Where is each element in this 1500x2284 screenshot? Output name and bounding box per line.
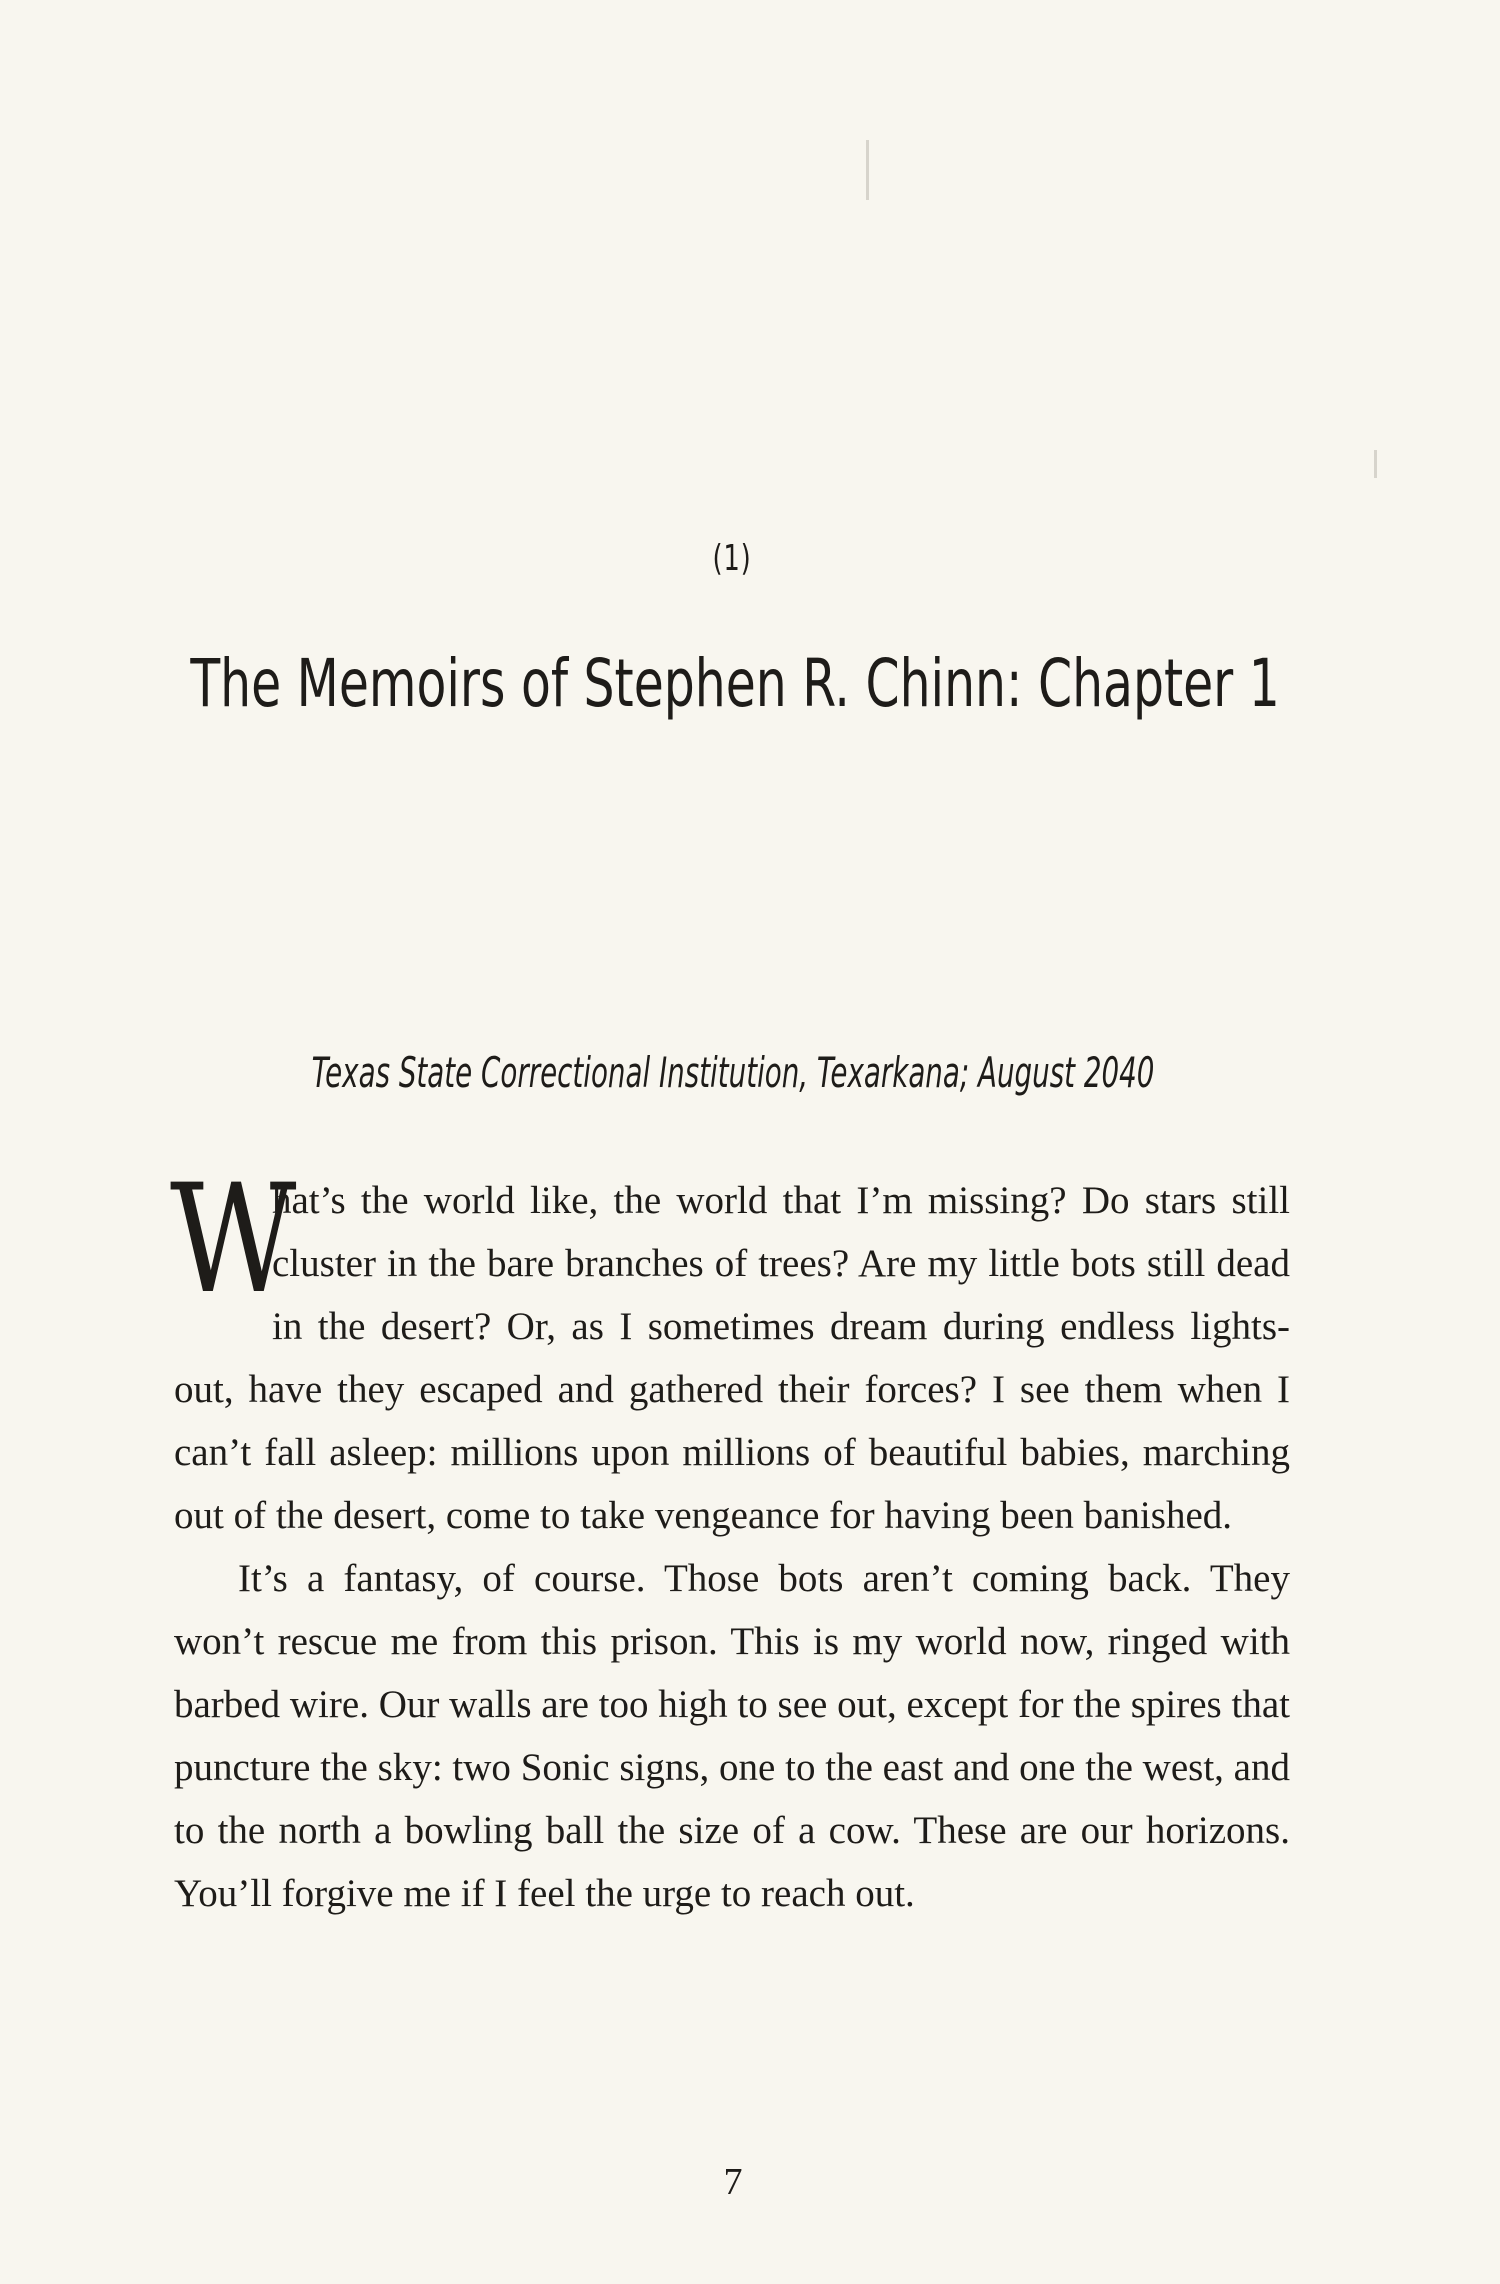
chapter-number: (1) bbox=[712, 538, 752, 579]
chapter-title: The Memoirs of Stephen R. Chinn: Chapter 1 bbox=[190, 645, 1280, 722]
body-text bbox=[170, 1153, 1290, 1925]
chapter-dateline: Texas State Correctional Institution, Texarkana; August 2040 bbox=[311, 1048, 1155, 1097]
drop-cap: W bbox=[170, 1153, 297, 1327]
page-number: 7 bbox=[723, 2161, 743, 2203]
scan-speck bbox=[866, 140, 869, 200]
paragraph-2: It’s a fantasy, of course. Those bots aren’t coming back. They won’t rescue me from this prison. This is my world now, ringed with barbed wire. Our walls are too high to see out, except for the spires that puncture the sky: two Sonic signs, one to the east and one the west, and to the north a bowling ball the size of a cow. These are our horizons. You’ll forgive me if I feel the urge to reach out. bbox=[174, 1557, 1290, 1915]
paragraph-1-text: hat’s the world like, the world that I’m missing? Do stars still cluster in the bare branches of trees? Are my little bots still dead in the desert? Or, as I sometimes dream during endless lights-out, have they escaped and gathered their forces? I see them when I can’t fall asleep: millions upon millions of beautiful babies, marching out of the desert, come to take vengeance for having been banished. bbox=[174, 1179, 1290, 1537]
scan-speck bbox=[1374, 450, 1377, 478]
paragraph-1 bbox=[170, 1153, 1290, 1547]
